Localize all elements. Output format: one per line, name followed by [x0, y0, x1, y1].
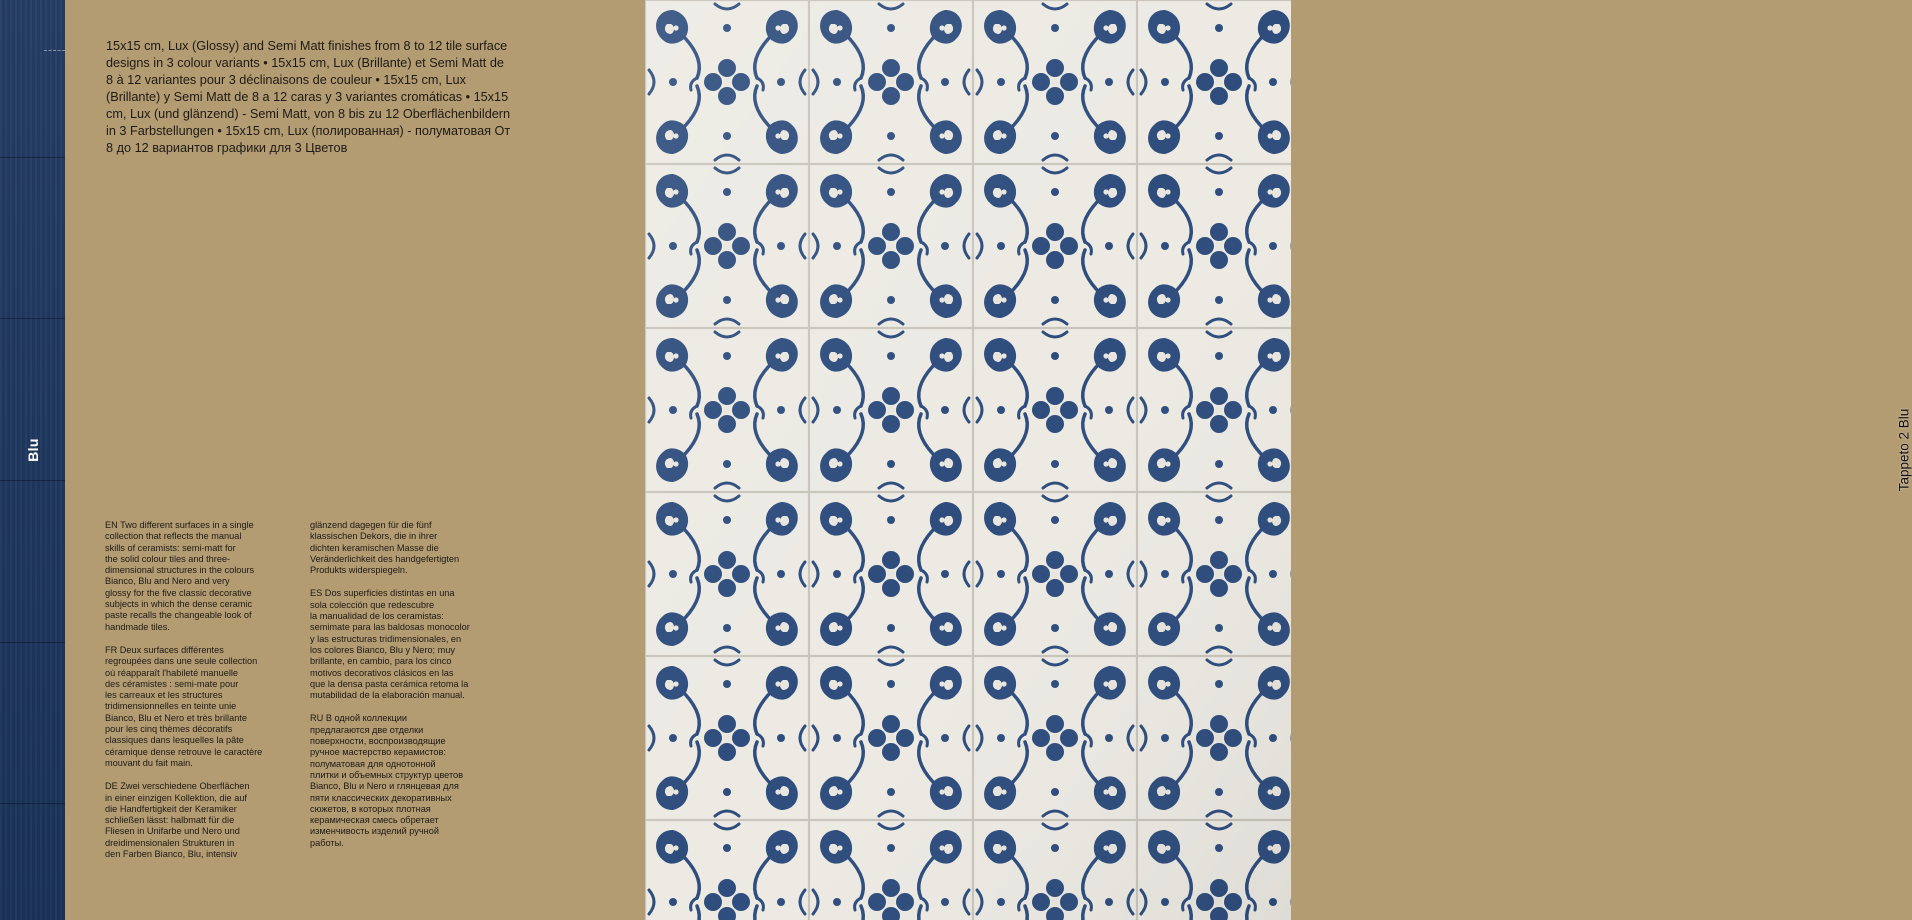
tile-photo	[645, 0, 1912, 920]
paragraph-de: DE Zwei verschiedene Oberflächen in einer einzigen Kollektion, die auf die Handfertigkeit der Keramiker schließen lässt: halbmatt für die Fliesen in Unifarbe und Nero und dreidimensionalen Strukturen in den Farben Bianco, Blu, intensiv	[105, 781, 250, 860]
paragraph-es: ES Dos superficies distintas en una sola colección que redescubre la manualidad de los ceramistas: semimate para las baldosas monocolor y las estructuras tridimensionales, en los colores Bianco, Blu y Nero; muy brillante, en cambio, para los cinco motivos decorativos clásicos en las que la densa pasta cerámica retoma la mutabilidad de la elaboración manual.	[310, 588, 470, 701]
tile-seam	[0, 480, 65, 481]
tile-seam	[0, 157, 65, 158]
text-column-left	[105, 520, 290, 872]
color-label: Blu	[25, 438, 41, 462]
paragraph-de-continued: glänzend dagegen für die fünf klassischen Dekors, die in ihrer dichten keramischen Masse die Veränderlichkeit des handgefertigten Produkts widerspiegeln.	[310, 520, 460, 576]
product-caption: Tappeto 2 Blu	[1896, 408, 1912, 492]
color-strip	[0, 0, 65, 920]
paragraph-en: EN Two different surfaces in a single collection that reflects the manual skills of ceramists: semi-matt for the solid colour tiles and three- dimensional structures in the colours Bianco, Blu and Nero and very glossy for the five classic decorative subjects in which the dense ceramic paste recalls the changeable look of handmade tiles.	[105, 520, 255, 632]
tile-seam	[0, 642, 65, 643]
strip-mark	[44, 50, 65, 53]
tile-pattern	[645, 0, 1291, 920]
tile-seam	[0, 318, 65, 319]
paragraph-fr: FR Deux surfaces différentes regroupées dans une seule collection où réapparaît l'habileté manuelle des céramistes : semi-mate pour les carreaux et les structures tridimensionnelles en teinte unie Bianco, Blu et Nero et très brillante pour les cinq thèmes décoratifs classiques dans lesquelles la pâte céramique dense retrouve le caractère mouvant du fait main.	[105, 644, 263, 768]
tile-seam	[0, 803, 65, 804]
paragraph-ru: RU В одной коллекции предлагаются две отделки поверхности, воспроизводящие ручное мастерство керамистов: полуматовая для однотонной плитки и объемных структур цветов Bianco, Blu и Nero и глянцевая для пяти классических декоративных сюжетов, в которых плотная керамическая смесь обретает изменчивость изделий ручной работы.	[310, 713, 464, 848]
product-specs-headline: 15x15 cm, Lux (Glossy) and Semi Matt finishes from 8 to 12 tile surface designs in 3 colour variants • 15x15 cm, Lux (Brillante) et Semi Matt de 8 à 12 variantes pour 3 déclinaisons de couleur • 15x15 cm, Lux (Brillante) y Semi Matt de 8 a 12 caras y 3 variantes cromáticas • 15x15 cm, Lux (und glänzend) - Semi Matt, von 8 bis zu 12 Oberflächenbildern in 3 Farbstellungen • 15x15 cm, Lux (полированная) - полуматовая От 8 до 12 вариантов графики для 3 Цветов	[106, 39, 511, 155]
text-column-right	[310, 520, 500, 861]
